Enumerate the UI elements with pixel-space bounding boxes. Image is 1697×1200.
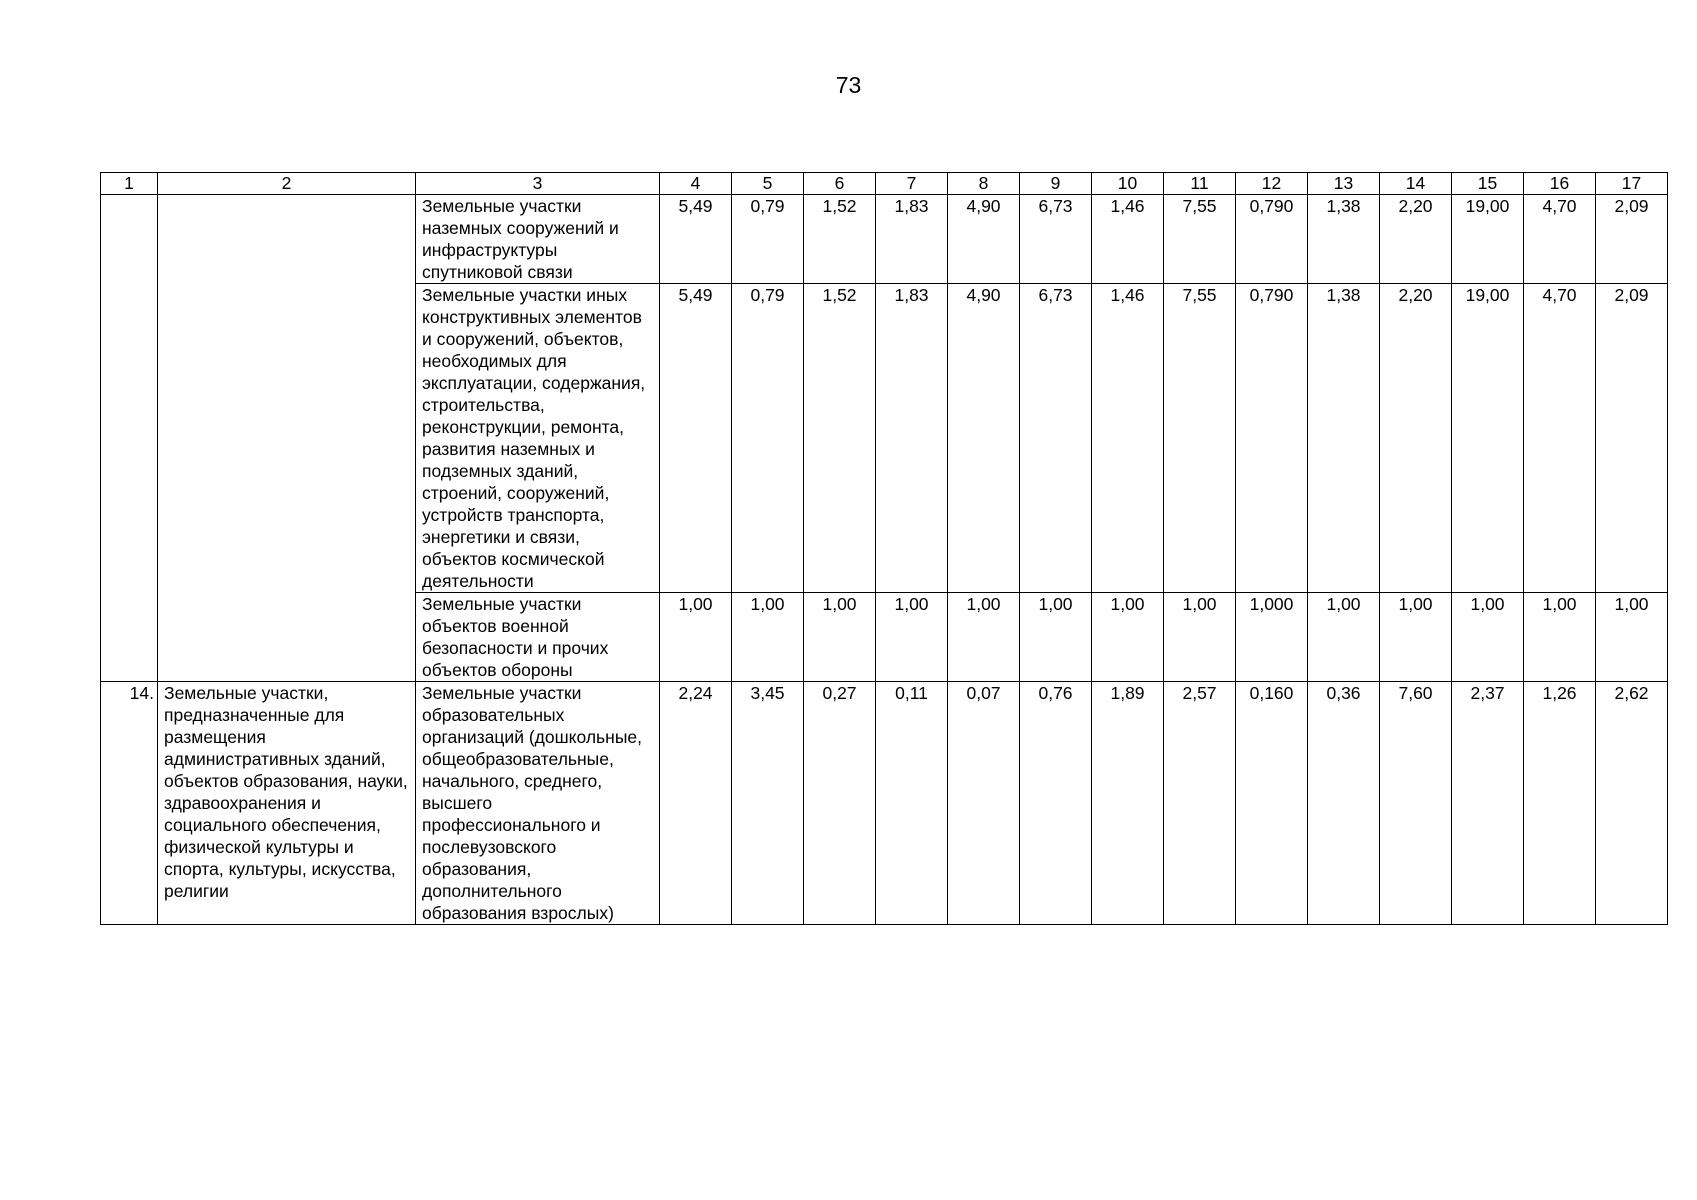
coefficient-cell: 0,76 bbox=[1020, 682, 1092, 925]
coefficient-cell: 1,83 bbox=[876, 284, 948, 593]
header-cell-16: 16 bbox=[1524, 173, 1596, 195]
coefficient-cell: 1,00 bbox=[732, 593, 804, 682]
table-body bbox=[101, 173, 1668, 925]
coefficient-cell: 4,70 bbox=[1524, 284, 1596, 593]
coefficient-cell: 1,46 bbox=[1092, 195, 1164, 284]
coefficient-cell: 2,09 bbox=[1596, 284, 1668, 593]
land-category bbox=[158, 195, 416, 682]
coefficient-cell: 4,70 bbox=[1524, 195, 1596, 284]
coefficient-cell: 0,07 bbox=[948, 682, 1020, 925]
coefficient-cell: 19,00 bbox=[1452, 195, 1524, 284]
coefficients-table bbox=[100, 172, 1668, 925]
coefficient-cell: 6,73 bbox=[1020, 195, 1092, 284]
coefficient-cell: 0,79 bbox=[732, 284, 804, 593]
header-cell-1: 1 bbox=[101, 173, 158, 195]
coefficient-cell: 1,52 bbox=[804, 195, 876, 284]
coefficient-cell: 1,000 bbox=[1236, 593, 1308, 682]
land-subtype: Земельные участки объектов военной безопасности и прочих объектов обороны bbox=[416, 593, 660, 682]
land-subtype: Земельные участки образовательных организаций (дошкольные, общеобразовательные, начального, среднего, высшего профессионального и послевузовского образования, дополнительного образования взрослых) bbox=[416, 682, 660, 925]
coefficient-cell: 2,24 bbox=[660, 682, 732, 925]
coefficient-cell: 1,38 bbox=[1308, 195, 1380, 284]
coefficient-cell: 1,26 bbox=[1524, 682, 1596, 925]
coefficient-cell: 1,52 bbox=[804, 284, 876, 593]
coefficient-cell: 2,62 bbox=[1596, 682, 1668, 925]
coefficient-cell: 6,73 bbox=[1020, 284, 1092, 593]
coefficient-cell: 1,00 bbox=[876, 593, 948, 682]
coefficient-cell: 7,55 bbox=[1164, 195, 1236, 284]
header-cell-17: 17 bbox=[1596, 173, 1668, 195]
coefficient-cell: 0,790 bbox=[1236, 195, 1308, 284]
coefficient-cell: 1,89 bbox=[1092, 682, 1164, 925]
header-cell-8: 8 bbox=[948, 173, 1020, 195]
header-cell-4: 4 bbox=[660, 173, 732, 195]
coefficient-cell: 7,55 bbox=[1164, 284, 1236, 593]
coefficient-cell: 0,79 bbox=[732, 195, 804, 284]
table-row bbox=[101, 195, 1668, 284]
header-cell-2: 2 bbox=[158, 173, 416, 195]
header-cell-15: 15 bbox=[1452, 173, 1524, 195]
coefficient-cell: 2,57 bbox=[1164, 682, 1236, 925]
header-row bbox=[101, 173, 1668, 195]
coefficient-cell: 0,11 bbox=[876, 682, 948, 925]
coefficient-cell: 5,49 bbox=[660, 284, 732, 593]
coefficient-cell: 1,00 bbox=[1524, 593, 1596, 682]
coefficient-cell: 2,20 bbox=[1380, 195, 1452, 284]
coefficient-cell: 1,38 bbox=[1308, 284, 1380, 593]
coefficient-cell: 1,00 bbox=[1380, 593, 1452, 682]
table-row bbox=[101, 682, 1668, 925]
header-cell-7: 7 bbox=[876, 173, 948, 195]
header-cell-11: 11 bbox=[1164, 173, 1236, 195]
coefficient-cell: 0,27 bbox=[804, 682, 876, 925]
coefficient-cell: 1,00 bbox=[948, 593, 1020, 682]
header-cell-14: 14 bbox=[1380, 173, 1452, 195]
coefficient-cell: 1,00 bbox=[1092, 593, 1164, 682]
header-cell-13: 13 bbox=[1308, 173, 1380, 195]
header-cell-12: 12 bbox=[1236, 173, 1308, 195]
coefficient-cell: 2,20 bbox=[1380, 284, 1452, 593]
coefficient-cell: 0,160 bbox=[1236, 682, 1308, 925]
land-category: Земельные участки, предназначенные для размещения административных зданий, объектов образования, науки, здравоохранения и социального обеспечения, физической культуры и спорта, культуры, искусства, религии bbox=[158, 682, 416, 925]
coefficient-cell: 3,45 bbox=[732, 682, 804, 925]
header-cell-5: 5 bbox=[732, 173, 804, 195]
header-cell-9: 9 bbox=[1020, 173, 1092, 195]
coefficient-cell: 1,00 bbox=[1308, 593, 1380, 682]
coefficient-cell: 4,90 bbox=[948, 284, 1020, 593]
header-cell-6: 6 bbox=[804, 173, 876, 195]
row-number bbox=[101, 195, 158, 682]
coefficient-cell: 7,60 bbox=[1380, 682, 1452, 925]
coefficient-cell: 1,00 bbox=[1164, 593, 1236, 682]
coefficient-cell: 0,790 bbox=[1236, 284, 1308, 593]
coefficient-cell: 1,00 bbox=[660, 593, 732, 682]
coefficient-cell: 2,09 bbox=[1596, 195, 1668, 284]
coefficient-cell: 4,90 bbox=[948, 195, 1020, 284]
coefficient-cell: 1,46 bbox=[1092, 284, 1164, 593]
coefficient-cell: 1,00 bbox=[804, 593, 876, 682]
header-cell-10: 10 bbox=[1092, 173, 1164, 195]
coefficient-cell: 1,83 bbox=[876, 195, 948, 284]
land-subtype: Земельные участки иных конструктивных элементов и сооружений, объектов, необходимых для эксплуатации, содержания, строительства, реконструкции, ремонта, развития наземных и подземных зданий, строений, сооружений, устройств транспорта, энергетики и связи, объектов космической деятельности bbox=[416, 284, 660, 593]
coefficient-cell: 5,49 bbox=[660, 195, 732, 284]
coefficient-cell: 1,00 bbox=[1452, 593, 1524, 682]
coefficient-cell: 19,00 bbox=[1452, 284, 1524, 593]
coefficient-cell: 0,36 bbox=[1308, 682, 1380, 925]
coefficient-cell: 1,00 bbox=[1020, 593, 1092, 682]
row-number: 14. bbox=[101, 682, 158, 925]
land-subtype: Земельные участки наземных сооружений и инфраструктуры спутниковой связи bbox=[416, 195, 660, 284]
coefficient-cell: 2,37 bbox=[1452, 682, 1524, 925]
header-cell-3: 3 bbox=[416, 173, 660, 195]
page-number: 73 bbox=[835, 72, 862, 98]
coefficient-cell: 1,00 bbox=[1596, 593, 1668, 682]
